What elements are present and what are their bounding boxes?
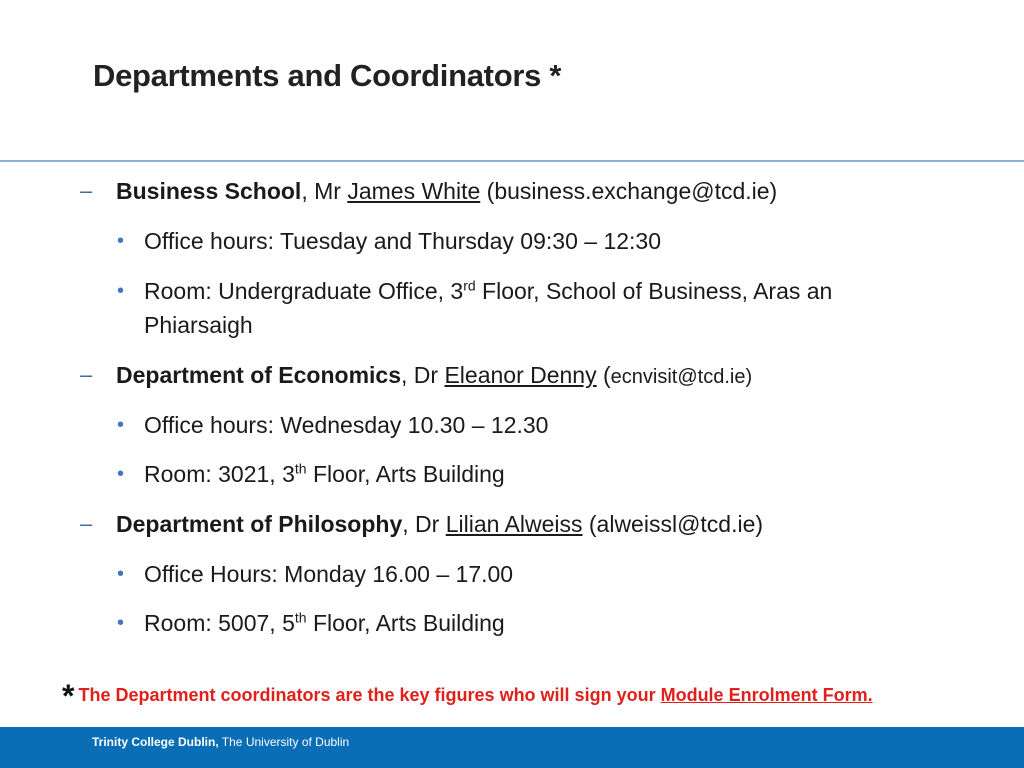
dash-marker: – xyxy=(80,511,93,536)
coordinator-title: , Dr xyxy=(402,511,446,537)
footnote-text xyxy=(78,685,872,705)
room-text: Room: Undergraduate Office, 3 xyxy=(144,278,464,304)
coordinator-link[interactable]: James White xyxy=(347,178,481,204)
department-heading-business xyxy=(116,176,777,206)
ordinal-suffix: th xyxy=(294,609,307,626)
slide-title: Departments and Coordinators * xyxy=(93,58,562,93)
ordinal-suffix: th xyxy=(294,460,307,477)
department-name: Department of Economics xyxy=(116,362,401,388)
room-text-rest: Floor, Arts Building xyxy=(306,610,505,636)
title-divider xyxy=(0,160,1024,162)
bullet-icon: • xyxy=(117,463,125,485)
bullet-icon: • xyxy=(117,280,125,302)
paren-open: ( xyxy=(596,362,611,388)
footer-text xyxy=(92,735,349,749)
module-enrolment-form-link[interactable]: Module Enrolment Form. xyxy=(660,685,873,705)
footnote-message: The Department coordinators are the key figures who will sign your xyxy=(78,685,661,705)
office-hours: Office Hours: Monday 16.00 – 17.00 xyxy=(144,561,514,587)
department-name: Business School xyxy=(116,178,302,204)
room-text-rest: Floor, School of Business, Aras an xyxy=(475,278,833,304)
ordinal-suffix: rd xyxy=(463,277,476,294)
institution-name: Trinity College Dublin, xyxy=(92,735,219,749)
department-heading-philosophy xyxy=(116,509,763,539)
coordinator-title: , Dr xyxy=(401,362,445,388)
bullet-icon: • xyxy=(117,414,125,436)
coordinator-email: ecnvisit@tcd.ie) xyxy=(610,366,753,388)
footnote xyxy=(62,678,873,715)
dash-marker: – xyxy=(80,362,93,387)
institution-subtitle: The University of Dublin xyxy=(218,735,350,749)
room-info xyxy=(144,459,505,489)
room-info xyxy=(144,608,505,638)
coordinator-title: , Mr xyxy=(301,178,348,204)
bullet-icon: • xyxy=(117,563,125,585)
coordinator-link[interactable]: Lilian Alweiss xyxy=(445,511,583,537)
dash-marker: – xyxy=(80,178,93,203)
department-heading-economics xyxy=(116,360,752,392)
coordinator-link[interactable]: Eleanor Denny xyxy=(444,362,597,388)
room-text-rest: Floor, Arts Building xyxy=(306,461,505,487)
room-text: Room: 5007, 5 xyxy=(144,610,295,636)
department-name: Department of Philosophy xyxy=(116,511,403,537)
room-text: Room: 3021, 3 xyxy=(144,461,295,487)
footer-bar xyxy=(0,727,1024,768)
coordinator-email: (business.exchange@tcd.ie) xyxy=(480,178,778,204)
office-hours: Office hours: Tuesday and Thursday 09:30 – 12:30 xyxy=(144,228,661,254)
bullet-icon: • xyxy=(117,230,125,252)
coordinator-email: (alweissl@tcd.ie) xyxy=(582,511,764,537)
room-info-continued: Phiarsaigh xyxy=(144,312,253,338)
room-info xyxy=(144,276,832,306)
office-hours: Office hours: Wednesday 10.30 – 12.30 xyxy=(144,412,549,438)
bullet-icon: • xyxy=(117,612,125,634)
footnote-asterisk: * xyxy=(62,678,75,714)
